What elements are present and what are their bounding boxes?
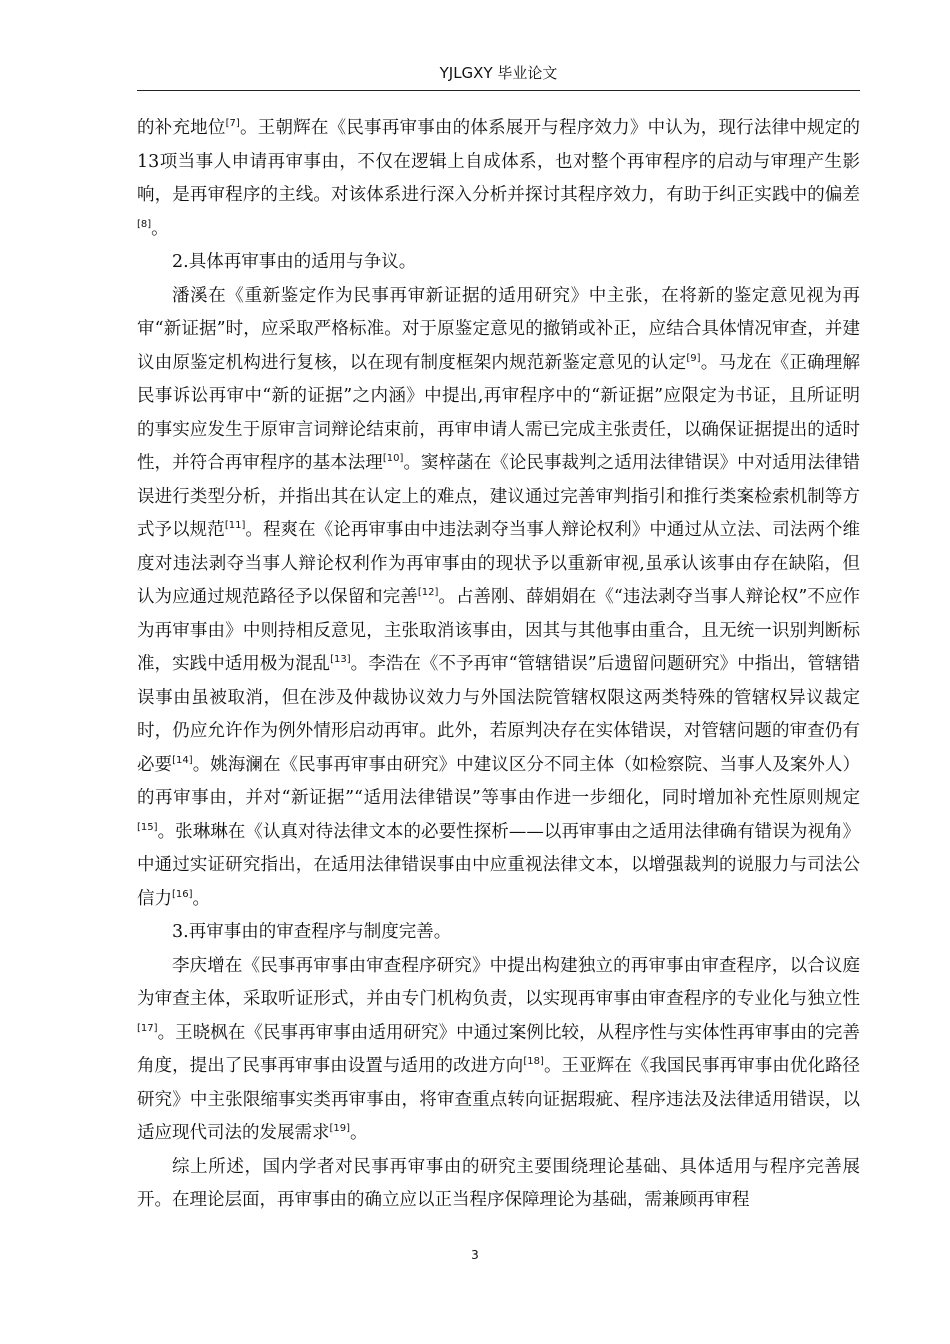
paragraph-text: 。王亚辉在《我国民事再审事由优化路径研究》中主张限缩事实类再审事由，将审查重点转向证据瑕疵、程序违法及法律适用错误，以适应现代司法的发展需求 (137, 1056, 861, 1143)
paragraph-text: 。马龙在《正确理解民事诉讼再审中“新的证据”之内涵》中提出,再审程序中的“新证据”应限定为书证，且所证明的事实应发生于原审言词辩论结束前，再审申请人需已完成主张责任，以确保证据提出的适时性，并符合再审程序的基本法理 (137, 352, 861, 473)
citation-ref: [18] (523, 1056, 544, 1068)
body-paragraph (137, 112, 860, 246)
paragraph-text: 。王朝辉在《民事再审事由的体系展开与程序效力》中认为，现行法律中规定的13项当事人申请再审事由，不仅在逻辑上自成体系，也对整个再审程序的启动与审理产生影响，是再审程序的主线。对该体系进行深入分析并探讨其程序效力，有助于纠正实践中的偏差 (137, 118, 861, 205)
paragraph-text: 。 (151, 218, 169, 239)
citation-ref: [15] (137, 821, 158, 833)
document-body (137, 112, 860, 1218)
citation-ref: [14] (172, 754, 193, 766)
citation-ref: [13] (330, 654, 351, 666)
citation-ref: [16] (172, 888, 193, 900)
paragraph-text: 综上所述，国内学者对民事再审事由的研究主要围绕理论基础、具体适用与程序完善展开。在理论层面，再审事由的确立应以正当程序保障理论为基础，需兼顾再审程 (137, 1156, 860, 1210)
body-paragraph (137, 1151, 860, 1218)
paragraph-text: 2.具体再审事由的适用与争议。 (172, 252, 417, 272)
paragraph-text: 。姚海澜在《民事再审事由研究》中建议区分不同主体（如检察院、当事人及案外人）的再审事由，并对“新证据”“适用法律错误”等事由作进一步细化，同时增加补充性原则规定 (137, 754, 860, 808)
header-rule (137, 90, 860, 91)
citation-ref: [17] (137, 1022, 158, 1034)
citation-ref: [11] (224, 520, 246, 532)
paragraph-text: 。占善刚、薛娟娟在《“违法剥夺当事人辩论权”不应作为再审事由》中则持相反意见，主张取消该事由，因其与其他事由重合，且无统一识别判断标准，实践中适用极为混乱 (137, 587, 860, 674)
citation-ref: [8] (137, 218, 152, 230)
paragraph-text: 的补充地位 (137, 118, 226, 138)
paragraph-text: 。程爽在《论再审事由中违法剥夺当事人辩论权利》中通过从立法、司法两个维度对违法剥夺当事人辩论权利作为再审事由的现状予以重新审视,虽承认该事由存在缺陷，但认为应通过规范路径予以保留和完善 (137, 520, 861, 607)
paragraph-text: 潘溪在《重新鉴定作为民事再审新证据的适用研究》中主张，在将新的鉴定意见视为再审“新证据”时，应采取严格标准。对于原鉴定意见的撤销或补正，应结合具体情况审查，并建议由原鉴定机构进行复核，以在现有制度框架内规范新鉴定意见的认定 (137, 285, 860, 373)
page-header: YJLGXY 毕业论文 (439, 64, 558, 82)
citation-ref: [7] (225, 118, 240, 130)
citation-ref: [19] (329, 1123, 351, 1135)
paragraph-text: 。李浩在《不予再审“管辖错误”后遗留问题研究》中指出，管辖错误事由虽被取消，但在涉及仲裁协议效力与外国法院管辖权限这两类特殊的管辖权异议裁定时，仍应允许作为例外情形启动再审。此外，若原判决存在实体错误，对管辖问题的审查仍有必要 (137, 654, 860, 775)
body-paragraph (137, 950, 860, 1151)
citation-ref: [9] (686, 352, 701, 364)
body-paragraph (137, 916, 860, 950)
paragraph-text: 。王晓枫在《民事再审事由适用研究》中通过案例比较，从程序性与实体性再审事由的完善角度，提出了民事再审事由设置与适用的改进方向 (137, 1022, 860, 1076)
body-paragraph (137, 246, 860, 280)
paragraph-text: 。 (350, 1123, 368, 1143)
paragraph-text: 。窦梓菡在《论民事裁判之适用法律错误》中对适用法律错误进行类型分析，并指出其在认定上的难点，建议通过完善审判指引和推行类案检索机制等方式予以规范 (137, 453, 861, 540)
paragraph-text: 。 (192, 888, 211, 909)
page-number: 3 (471, 1248, 479, 1262)
citation-ref: [10] (382, 453, 404, 465)
paragraph-text: 。张琳琳在《认真对待法律文本的必要性探析——以再审事由之适用法律确有错误为视角》中通过实证研究指出，在适用法律错误事由中应重视法律文本，以增强裁判的说服力与司法公信力 (137, 821, 860, 909)
body-paragraph (137, 280, 860, 917)
paragraph-text: 3.再审事由的审查程序与制度完善。 (172, 922, 452, 942)
paragraph-text: 李庆增在《民事再审事由审查程序研究》中提出构建独立的再审事由审查程序，以合议庭为审查主体，采取听证形式，并由专门机构负责，以实现再审事由审查程序的专业化与独立性 (137, 955, 860, 1009)
citation-ref: [12] (417, 587, 439, 599)
